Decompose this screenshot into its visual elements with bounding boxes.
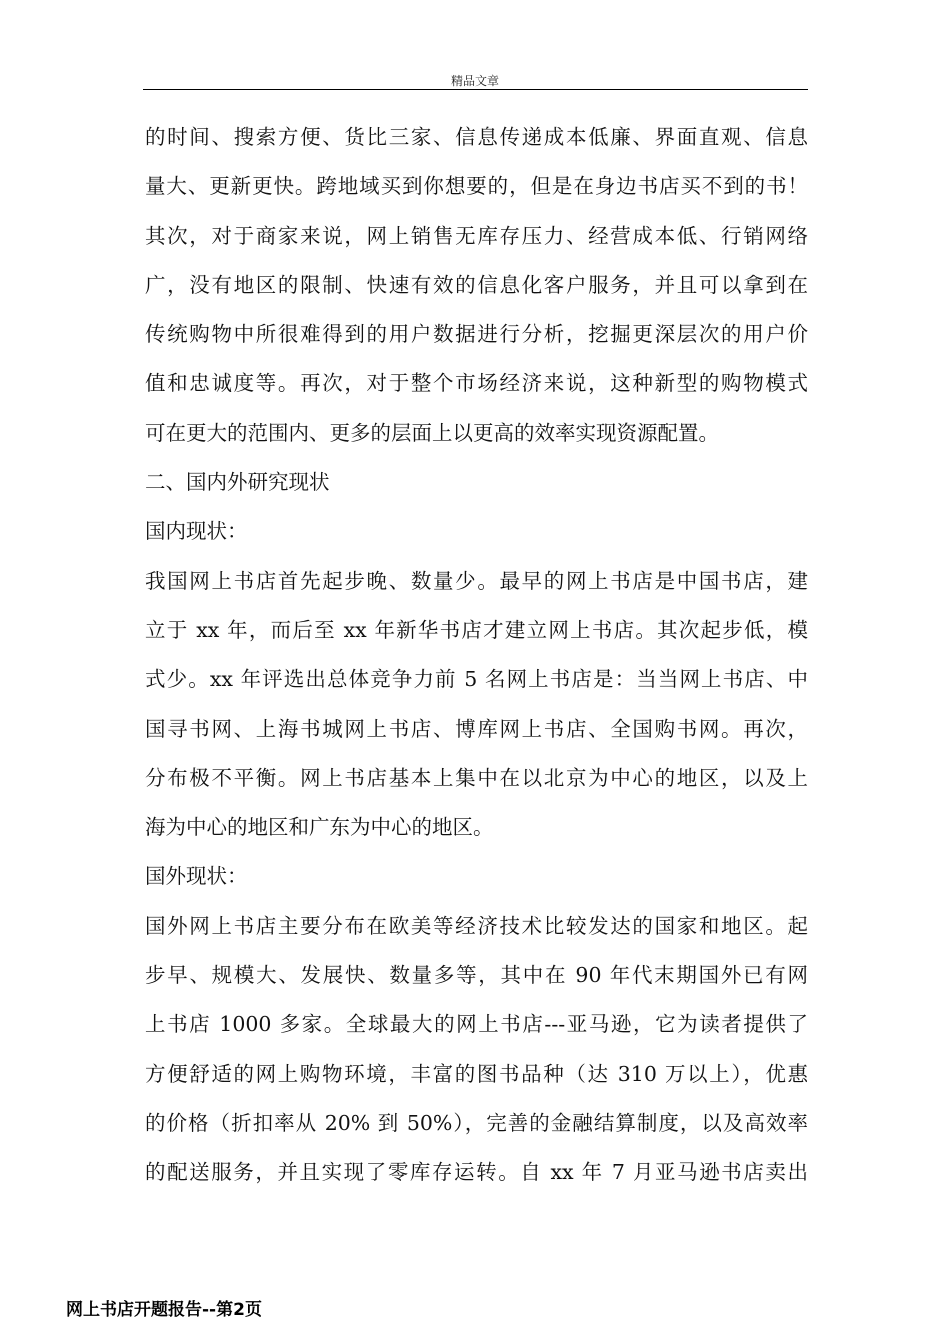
text-line: 国外现状： — [145, 864, 248, 889]
text-line: 分布极不平衡。网上书店基本上集中在以北京为中心的地区，以及上 — [145, 765, 808, 790]
text-line: 方便舒适的网上购物环境，丰富的图书品种（达 310 万以上），优惠 — [145, 1061, 808, 1086]
text-line: 值和忠诚度等。再次，对于整个市场经济来说，这种新型的购物模式 — [145, 371, 808, 396]
text-line: 可在更大的范围内、更多的层面上以更高的效率实现资源配置。 — [145, 420, 719, 445]
text-line: 我国网上书店首先起步晚、数量少。最早的网上书店是中国书店，建 — [145, 568, 808, 593]
text-line: 海为中心的地区和广东为中心的地区。 — [145, 815, 494, 840]
page-footer: 网上书店开题报告--第2页 — [66, 1300, 262, 1320]
text-line: 二、国内外研究现状 — [145, 470, 330, 495]
document-body — [145, 117, 808, 1202]
text-line: 的配送服务，并且实现了零库存运转。自 xx 年 7 月亚马逊书店卖出 — [145, 1160, 808, 1185]
text-line: 的时间、搜索方便、货比三家、信息传递成本低廉、界面直观、信息 — [145, 125, 808, 149]
text-line: 其次，对于商家来说，网上销售无库存压力、经营成本低、行销网络 — [145, 223, 808, 248]
text-line: 的价格（折扣率从 20% 到 50%），完善的金融结算制度，以及高效率 — [145, 1110, 808, 1135]
text-line: 国寻书网、上海书城网上书店、博库网上书店、全国购书网。再次， — [145, 716, 808, 741]
text-line: 量大、更新更快。跨地域买到你想要的，但是在身边书店买不到的书！ — [145, 174, 808, 199]
text-line: 国内现状： — [145, 519, 248, 544]
text-line: 式少。xx 年评选出总体竞争力前 5 名网上书店是：当当网上书店、中 — [145, 667, 808, 692]
text-line: 立于 xx 年，而后至 xx 年新华书店才建立网上书店。其次起步低，模 — [145, 617, 808, 642]
text-line: 广，没有地区的限制、快速有效的信息化客户服务，并且可以拿到在 — [145, 272, 808, 297]
text-line: 上书店 1000 多家。全球最大的网上书店---亚马逊，它为读者提供了 — [145, 1012, 808, 1037]
text-line: 传统购物中所很难得到的用户数据进行分析，挖掘更深层次的用户价 — [145, 322, 808, 347]
page-header-title: 精品文章 — [450, 74, 499, 88]
header-divider — [143, 89, 808, 90]
text-line: 步早、规模大、发展快、数量多等，其中在 90 年代末期国外已有网 — [145, 963, 808, 988]
text-line: 国外网上书店主要分布在欧美等经济技术比较发达的国家和地区。起 — [145, 913, 808, 938]
